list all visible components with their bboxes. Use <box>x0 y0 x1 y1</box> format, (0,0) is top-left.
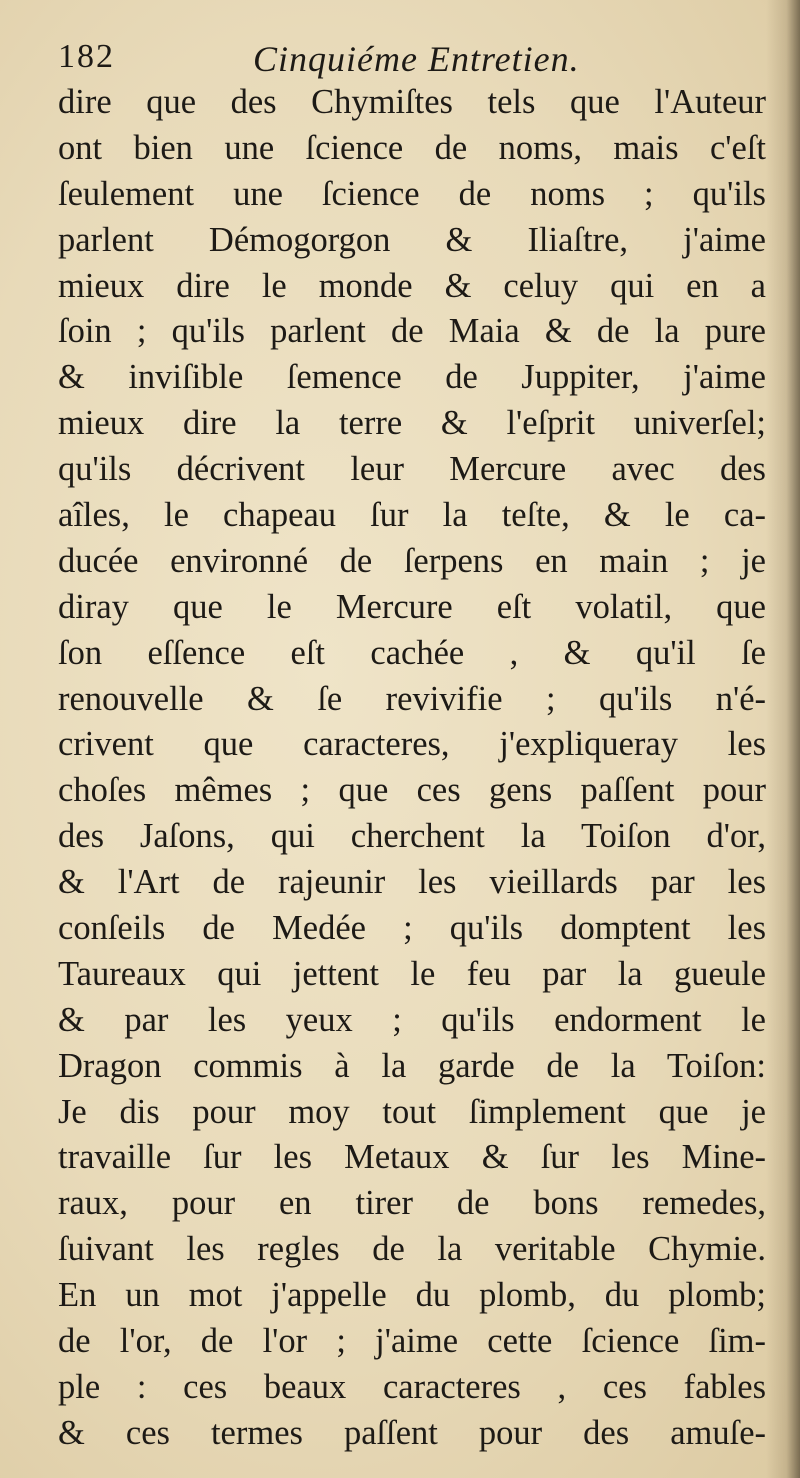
text-line: qu'ils décrivent leur Mercure avec des <box>58 450 766 489</box>
text-line: des Jaſons, qui cherchent la Toiſon d'or, <box>58 817 766 856</box>
text-line: travaille ſur les Metaux & ſur les Mine- <box>58 1138 766 1177</box>
text-line: mieux dire le monde & celuy qui en a <box>58 266 766 305</box>
text-line: ont bien une ſcience de noms, mais c'eſt <box>58 128 766 167</box>
page-number: 182 <box>58 38 115 75</box>
text-line: conſeils de Medée ; qu'ils domptent les <box>58 909 766 948</box>
text-line: de l'or, de l'or ; j'aime cette ſcience ſim- <box>58 1322 766 1361</box>
text-line: & inviſible ſemence de Juppiter, j'aime <box>58 358 766 397</box>
text-line: ſon eſſence eſt cachée , & qu'il ſe <box>58 633 766 672</box>
text-line: renouvelle & ſe revivifie ; qu'ils n'é- <box>58 679 766 718</box>
text-line: ſeulement une ſcience de noms ; qu'ils <box>58 174 766 213</box>
text-line: aîles, le chapeau ſur la teſte, & le ca- <box>58 496 766 535</box>
text-line: Je dis pour moy tout ſimplement que je <box>58 1092 766 1131</box>
text-line: parlent Démogorgon & Iliaſtre, j'aime <box>58 220 766 259</box>
text-line: dire que des Chymiſtes tels que l'Auteur <box>58 83 766 121</box>
text-line: choſes mêmes ; que ces gens paſſent pour <box>58 771 766 810</box>
text-line: crivent que caracteres, j'expliqueray les <box>58 725 766 764</box>
text-line: ſuivant les regles de la veritable Chymie. <box>58 1230 766 1269</box>
text-line: En un mot j'appelle du plomb, du plomb; <box>58 1276 766 1315</box>
text-line: Taureaux qui jettent le feu par la gueule <box>58 954 766 993</box>
text-line: ſoin ; qu'ils parlent de Maia & de la pure <box>58 312 766 351</box>
text-line: ducée environné de ſerpens en main ; je <box>58 541 766 580</box>
text-line: Dragon commis à la garde de la Toiſon: <box>58 1046 766 1085</box>
text-line: & ces termes paſſent pour des amuſe- <box>58 1413 766 1452</box>
text-line: diray que le Mercure eſt volatil, que <box>58 587 766 626</box>
text-line: ple : ces beaux caracteres , ces fables <box>58 1367 766 1406</box>
text-line: & l'Art de rajeunir les vieillards par les <box>58 863 766 902</box>
running-title: Cinquiéme Entretien. <box>253 39 580 79</box>
text-line: & par les yeux ; qu'ils endorment le <box>58 1000 766 1039</box>
text-line: raux, pour en tirer de bons remedes, <box>58 1184 766 1223</box>
text-line: mieux dire la terre & l'eſprit univerſel; <box>58 404 766 443</box>
body-text <box>58 80 766 1457</box>
